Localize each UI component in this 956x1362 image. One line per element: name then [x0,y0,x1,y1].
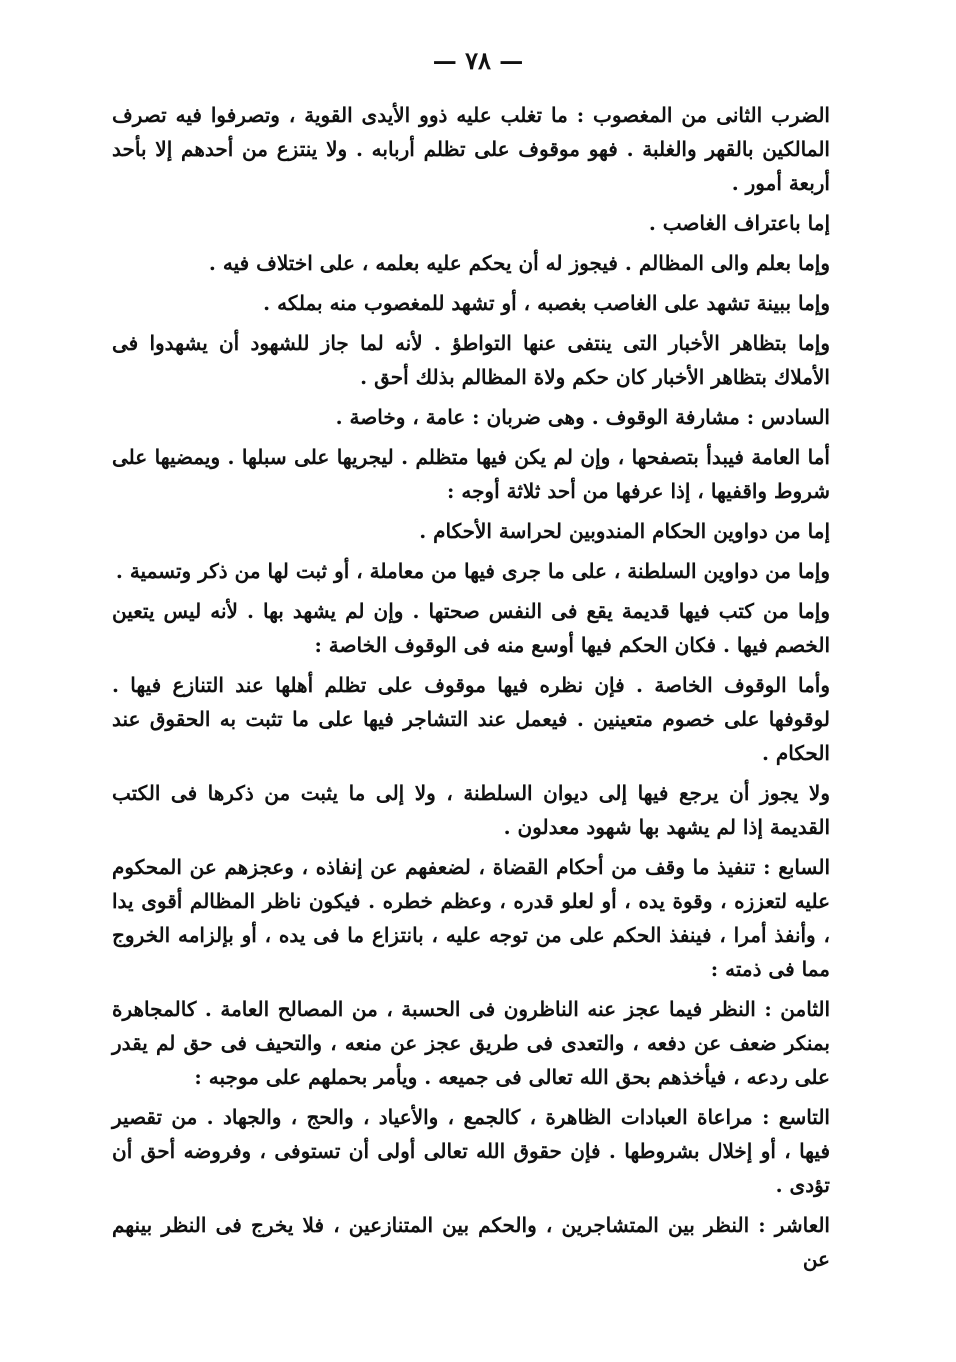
paragraph-no-recourse: ولا يجوز أن يرجع فيها إلى ديوان السلطنة ، ولا إلى ما يثبت من ذكرها فى الكتب القديمة إذا لم يشهد بها شهود معدلون . [112,781,830,839]
paragraph-second-type-usurped: الضرب الثانى من المغصوب : ما تغلب عليه ذوو الأيدى القوية ، وتصرفوا فيه تصرف المالكين بالقهر والغلبة . فهو موقوف على تظلم أربابه . ولا ينتزع من أحدهم إلا بأحد أربعة أمور . [112,103,830,195]
paragraph-evidence: وإما ببينة تشهد على الغاصب بغصبه ، أو تشهد للمغصوب منه بملكه . [263,291,830,315]
paragraph-old-books: وإما من كتب فيها قديمة يقع فى النفس صحتها . وإن لم يشهد بها . لأنه ليس يتعين الخصم فيها . فكان الحكم فيها أوسع منه فى الوقوف الخاصة : [112,599,830,657]
paragraph-reports: وإما بتظاهر الأخبار التى ينتفى عنها التواطؤ . لأنه لما جاز للشهود أن يشهدوا فى الأملاك بتظاهر الأخبار كان حكم ولاة المظالم بذلك أحق . [112,331,830,389]
paragraph-ninth-worship: التاسع : مراعاة العبادات الظاهرة ، كالجمع ، والأعياد ، والحج ، والجهاد . من تقصير فيها ، أو إخلال بشروطها . فإن حقوق الله تعالى أولى أن تستوفى ، وفروضه أحق أن تؤدى . [112,1105,830,1197]
paragraph-private-endowments: وأما الوقوف الخاصة . فإن نظره فيها موقوف على تظلم أهلها عند التنازع فيها . لوقوفها على خصوم متعينين . فيعمل عند التشاجر فيها على ما تثبت به الحقوق عند الحكام . [112,673,830,765]
paragraph-sixth-endowments: السادس : مشارفة الوقوف . وهى ضربان : عامة ، وخاصة . [335,405,830,429]
body-text [112,98,830,1282]
paragraph-judge-knowledge: وإما بعلم والى المظالم . فيجوز له أن يحكم عليه بعلمه ، على اختلاف فيه . [208,251,830,275]
paragraph-eighth-hisba: الثامن : النظر فيما عجز عنه الناظرون فى الحسبة ، من المصالح العامة . كالمجاهرة بمنكر ضعف عن دفعه ، والتعدى فى طريق عجز عن منعه ، والتحيف فى حق لم يقدر على ردعه ، فيأخذهم بحق الله تعالى فى جميعه . ويأمر بحملهم على موجبه : [112,997,830,1089]
paragraph-public-endowments: أما العامة فيبدأ بتصفحها ، وإن لم يكن فيها متظلم . ليجريها على سبلها . ويمضيها على شروط واقفيها ، إذا عرفها من أحد ثلاثة أوجه : [112,445,830,503]
page-number: — ٧٨ — [432,46,524,75]
paragraph-confession: إما باعتراف الغاصب . [648,211,830,235]
paragraph-sultanate-registers: وإما من دواوين السلطنة ، على ما جرى فيها من معاملة ، أو ثبت لها من ذكر وتسمية . [115,559,830,583]
paragraph-judges-registers: إما من دواوين الحكام المندوبين لحراسة الأحكام . [419,519,830,543]
paragraph-seventh-enforcement: السابع : تنفيذ ما وقف من أحكام القضاة ، لضعفهم عن إنفاذه ، وعجزهم عن المحكوم عليه لتعززه ، وقوة يده ، أو لعلو قدره ، وعظم خطره . فيكون ناظر المظالم أقوى يدا ، وأنفذ أمرا ، فينفذ الحكم على من توجه عليه ، بانتزاع ما فى يده ، أو بإلزامه الخروج مما فى ذمته : [112,855,830,981]
paragraph-tenth-disputes: العاشر : النظر بين المتشاجرين ، والحكم بين المتنازعين ، فلا يخرج فى النظر بينهم عن [112,1213,830,1271]
